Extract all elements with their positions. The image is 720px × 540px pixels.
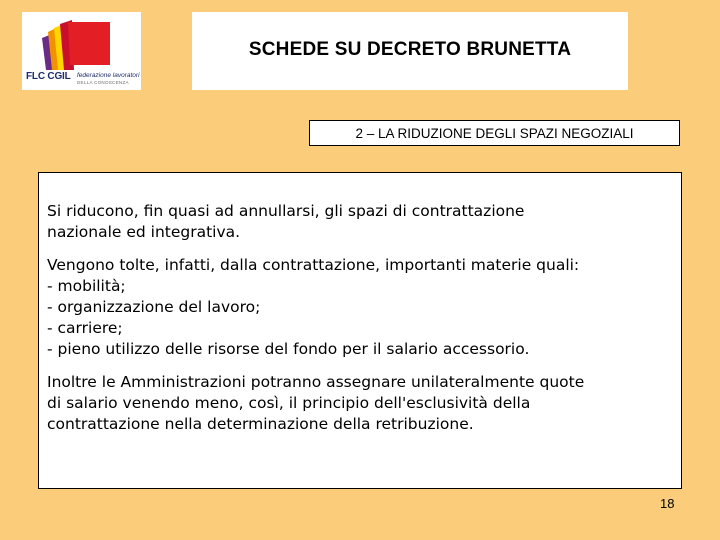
section-subtitle: 2 – LA RIDUZIONE DEGLI SPAZI NEGOZIALI (355, 125, 634, 141)
logo-tagline-small: DELLA CONOSCENZA (77, 80, 129, 85)
paragraph-list: Vengono tolte, infatti, dalla contrattazione, importanti materie quali: - mobilità; - organizzazione del lavoro; - carriere; - pieno utilizzo delle risorse del fondo per il salario accessorio. (47, 256, 580, 358)
page-title: SCHEDE SU DECRETO BRUNETTA (248, 39, 572, 60)
subtitle-box (309, 120, 680, 146)
paragraph-conclusion: Inoltre le Amministrazioni potranno assegnare unilateralmente quote di salario venendo meno, così, il principio dell'esclusività della contrattazione nella determinazione della retribuzione. (47, 373, 585, 433)
flc-cgil-logo-mark-icon (22, 12, 141, 72)
title-box (192, 12, 628, 90)
paragraph-intro: Si riducono, fin quasi ad annullarsi, gli spazi di contrattazione nazionale ed integrativa. (47, 202, 525, 241)
page-number: 18 (660, 496, 675, 511)
logo-tagline: federazione lavoratori (77, 72, 140, 79)
logo-name: FLC CGIL (26, 71, 71, 82)
flc-cgil-logo (22, 12, 141, 90)
content-box (38, 172, 682, 489)
